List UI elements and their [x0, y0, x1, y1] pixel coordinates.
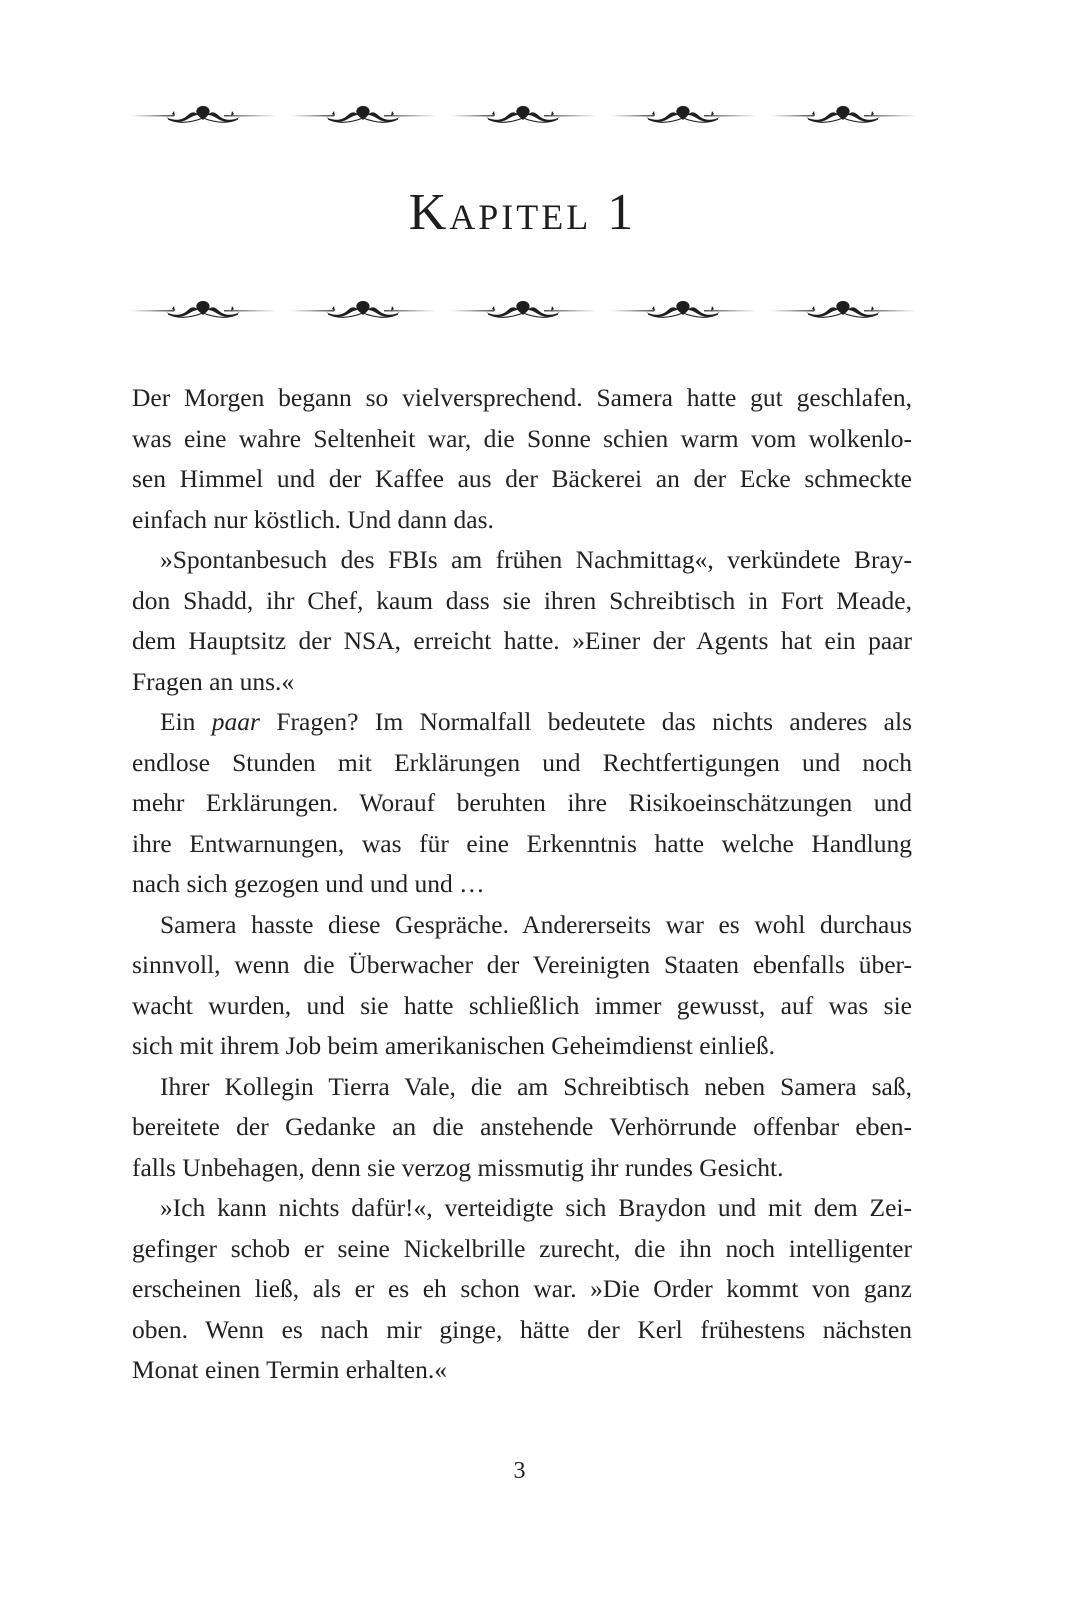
text-fragment: Ein — [160, 707, 212, 736]
text-line: wacht wurden, und sie hatte schließlich immer gewusst, auf was sie — [132, 990, 912, 1020]
text-line: nach sich gezogen und und und … — [132, 869, 485, 898]
text-line: was eine wahre Seltenheit war, die Sonne schien warm vom wolkenlo- — [132, 423, 912, 453]
emphasized-word: paar — [211, 707, 260, 736]
text-line: oben. Wenn es nach mir ginge, hätte der Kerl frühestens nächsten — [132, 1314, 912, 1344]
paragraph — [132, 540, 912, 702]
text-line: dem Hauptsitz der NSA, erreicht hatte. »Einer der Agents hat ein paar — [132, 626, 912, 655]
body-text — [132, 378, 912, 1391]
flourish-divider-icon — [288, 296, 438, 326]
text-line: Fragen an uns.« — [132, 666, 295, 696]
text-line: Samera hasste diese Gespräche. Andererseits war es wohl durchaus — [160, 909, 912, 939]
text-line: sen Himmel und der Kaffee aus der Bäckerei an der Ecke schmeckte — [132, 464, 912, 493]
text-line: Ihrer Kollegin Tierra Vale, die am Schreibtisch neben Samera saß, — [160, 1071, 912, 1101]
flourish-divider-icon — [768, 101, 918, 131]
flourish-divider-icon — [128, 101, 278, 131]
page-number: 3 — [513, 1458, 526, 1484]
flourish-divider-icon — [288, 101, 438, 131]
flourish-divider-icon — [448, 101, 598, 131]
text-line: sich mit ihrem Job beim amerikanischen Geheimdienst einließ. — [132, 1031, 776, 1060]
paragraph — [132, 702, 912, 905]
text-line: Monat einen Termin erhalten.« — [132, 1355, 447, 1384]
ornament-row-bottom — [128, 296, 918, 326]
text-line: endlose Stunden mit Erklärungen und Rechtfertigungen und noch — [132, 747, 912, 777]
flourish-divider-icon — [608, 101, 758, 131]
text-line: erscheinen ließ, als er es eh schon war. »Die Order kommt von ganz — [132, 1274, 912, 1303]
text-line: sinnvoll, wenn die Überwacher der Vereinigten Staaten ebenfalls über- — [132, 950, 912, 979]
text-line: »Ich kann nichts dafür!«, verteidigte sich Braydon und mit dem Zei- — [160, 1193, 912, 1222]
flourish-divider-icon — [128, 296, 278, 326]
paragraph — [132, 905, 912, 1067]
chapter-title: Kapitel 1 — [408, 184, 637, 241]
text-line: falls Unbehagen, denn sie verzog missmutig ihr rundes Gesicht. — [132, 1152, 784, 1182]
text-line: ihre Entwarnungen, was für eine Erkenntnis hatte welche Handlung — [132, 828, 912, 858]
paragraph — [132, 378, 912, 540]
text-fragment: Fragen? Im Normalfall bedeutete das nichts anderes als — [259, 707, 912, 736]
paragraph — [132, 1188, 912, 1391]
paragraph — [132, 1067, 912, 1189]
flourish-divider-icon — [768, 296, 918, 326]
flourish-divider-icon — [608, 296, 758, 326]
text-line: einfach nur köstlich. Und dann das. — [132, 504, 494, 534]
ornament-row-top — [128, 101, 918, 131]
flourish-divider-icon — [448, 296, 598, 326]
text-line: »Spontanbesuch des FBIs am frühen Nachmittag«, verkündete Bray- — [160, 545, 912, 574]
text-line: gefinger schob er seine Nickelbrille zurecht, die ihn noch intelligenter — [132, 1233, 912, 1263]
text-line: don Shadd, ihr Chef, kaum dass sie ihren Schreibtisch in Fort Meade, — [132, 585, 912, 615]
text-line: Der Morgen begann so vielversprechend. Samera hatte gut geschlafen, — [132, 383, 912, 412]
text-line: bereitete der Gedanke an die anstehende Verhörrunde offenbar eben- — [132, 1112, 912, 1141]
text-line — [132, 702, 912, 743]
text-line: mehr Erklärungen. Worauf beruhten ihre Risikoeinschätzungen und — [132, 788, 912, 817]
